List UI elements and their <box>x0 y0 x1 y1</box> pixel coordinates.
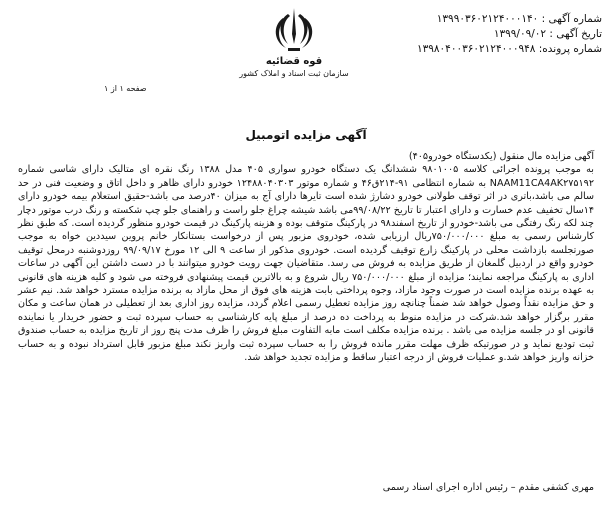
notice-date: تاریخ آگهی : ۱۳۹۹/۰۹/۰۲ <box>493 28 602 40</box>
page-number: صفحه ۱ از ۱ <box>104 84 147 93</box>
notice-meta <box>362 12 602 57</box>
notice-body <box>18 150 594 365</box>
body-heading: آگهی مزایده مال منقول (یکدستگاه خودرو۴۰۵) <box>408 151 594 162</box>
notice-number: شماره آگهی : ۱۳۹۹۰۳۶۰۲۱۲۴۰۰۰۱۴۰ <box>436 13 602 25</box>
signature-line: مهری کشفی مقدم – رئیس اداره اجرای اسناد رسمی <box>382 482 594 493</box>
page-title: آگهی مزایده اتومبیل <box>245 128 367 142</box>
case-number: شماره پرونده: ۱۳۹۸۰۴۰۰۳۶۰۲۱۲۴۰۰۰۹۴۸ <box>416 43 602 55</box>
emblem-icon <box>268 4 320 56</box>
judiciary-emblem <box>236 4 352 88</box>
emblem-subtitle: سازمان ثبت اسناد و املاک کشور <box>239 69 349 78</box>
emblem-title: قوه قضائیه <box>265 56 323 67</box>
body-paragraph: به موجب پرونده اجرائی کلاسه ۹۸۰۱۰۰۵ ششدانگ یک دستگاه خودرو سواری ۴۰۵ مدل ۱۳۸۸ رنگ نقره ای متالیک دارای شاسی شماره NAAM11CA4AK۲۷۵۱۹۲ به شماره انتظامی ۹۱-۲۱۴ق۴۶ و شماره موتور ۱۲۴۸۸۰۴۰۳۰۳ خودرو دارای ظاهر و داخل اتاق و وضعیت فنی در حد سالم می باشد،باتری در اثر توقف طولانی خودرو دشارژ شده است تایرها دارای آج به میزان ۴۰درصد می باشد-حقیق استعلام بیمه خودرو دارای ۱۴سال تخفیف عدم خسارت و دارای اعتبار تا تاریخ ۹۹/۰۸/۲۲می باشد شیشه چراغ جلو راست و راهنمای جلو چپ شکسته و رنگ درب موتور دچار چند لکه رنگ رفتگی می باشد-خودرو از تاریخ اسفند۹۸ در پارکینگ متوقف بوده و هزینه پارکینگ در قیمت خودرو منظور گردیده است. که طبق نظر کارشناس رسمی به مبلغ ۷۵۰/۰۰۰/۰۰۰ریال ارزیابی شده، خودروی مزبور پس از درخواست بستانکار خانم پروین سیددین خواه به موجب صورتجلسه بازداشت محلی در پارکینگ زارع توقیف گردیده است. خودروی مذکور از ساعت ۹ الی ۱۲ مورخ ۹۹/۰۹/۱۷ روزدوشنبه درمحل توقیف خودرو واقع در اردبیل گلمغان از طریق مزایده به فروش می رسد. متقاضیان جهت رویت خودرو میتوانند با در دست داشتن این آگهی در ساعات اداری به پارکینگ مراجعه نمایند؛ مزایده از مبلغ ۷۵۰/۰۰۰/۰۰۰ ریال شروع و به بالاترین قیمت پیشنهادی فروخته می شود و کلیه هزینه های قانونی به عهده برنده مزایده است در صورت وجود مازاد، وجوه پرداختی بابت هزینه های فوق از محل مازاد به برنده مزایده مسترد خواهد شد. نیم عشر و حق مزایده نقداً وصول خواهد شد ضمناً چنانچه روز مزایده تعطیل رسمی اعلام گردد، مزایده روز اداری بعد از تعطیلی در همان ساعت و مکان مقرر برگزار خواهد شد.شرکت در مزایده منوط به پرداخت ده درصد از مبلغ پایه کارشناسی به حساب سپرده ثبت و حضور خریدار یا نماینده قانونی او در جلسه مزایده می باشد . برنده مزایده مکلف است مابه التفاوت مبلغ فروش را ظرف مدت پنج روز از تاریخ مزایده به حساب صندوق ثبت تودیع نماید و در صورتیکه ظرف مهلت مقرر مانده فروش را به حساب سپرده ثبت واریز نکند مبلغ مزبور قابل استرداد نبوده و به حساب خزانه واریز خواهد شد.و عملیات فروش از درجه اعتبار ساقط و مزایده تجدید خواهد شد. <box>18 164 595 364</box>
